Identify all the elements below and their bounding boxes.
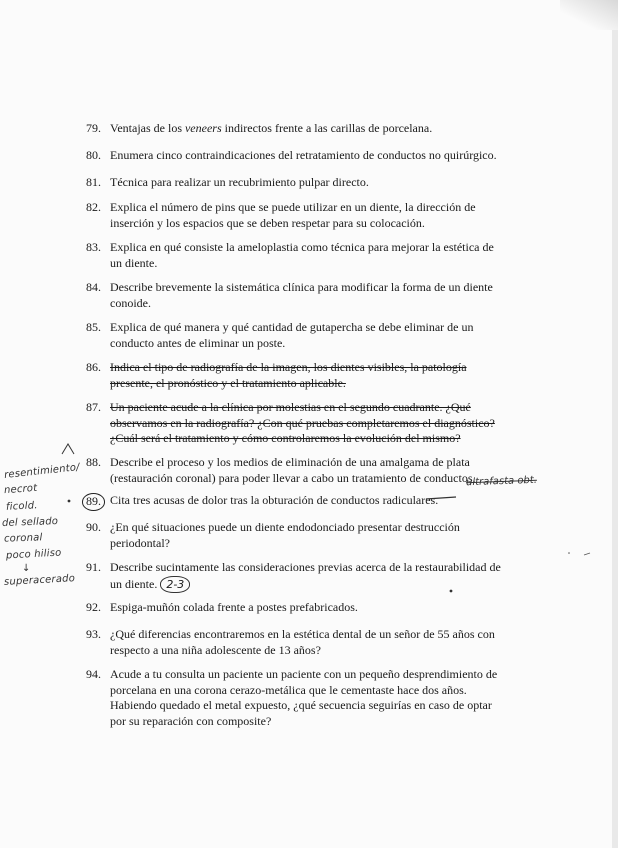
question-number: 88.: [86, 455, 101, 469]
pen-mark-caret: [60, 440, 80, 460]
question-83: [86, 240, 506, 271]
question-text: Describe brevemente la sistemática clínica para modificar la forma de un diente conoide.: [110, 280, 493, 310]
handwritten-margin-line: del sellado: [1, 516, 59, 529]
question-number: 81.: [86, 175, 101, 189]
question-text: ¿Qué diferencias encontraremos en la estética dental de un señor de 55 años con respecto a una niña adolescente de 13 años?: [110, 627, 495, 657]
question-number: 86.: [86, 360, 101, 374]
question-79: [86, 121, 506, 137]
question-93: [86, 627, 506, 658]
handwritten-note-88: [466, 475, 537, 488]
question-number: 80.: [86, 148, 101, 162]
handwritten-note-91: 2-3: [160, 576, 190, 594]
question-text-struck: Indica el tipo de radiografía de la imagen, los dientes visibles, la patología presente, el pronóstico y el tratamiento aplicable.: [110, 360, 467, 390]
question-86: [86, 360, 506, 391]
handwritten-arrow: ↓: [22, 563, 31, 574]
question-text: [104, 121, 506, 137]
question-text: Acude a tu consulta un paciente un paciente con un pequeño desprendimiento de porcelana en una corona cerazo-metálica que le cementaste hace dos años. Habiendo quedado el metal expuesto, ¿qué secuencia seguirías en caso de optar por su reparación con composite?: [110, 667, 498, 728]
question-84: [86, 280, 506, 311]
text-part: indirectos frente a las carillas de porcelana.: [221, 121, 433, 135]
question-92: [86, 600, 506, 616]
question-81: [86, 175, 506, 191]
question-number: 91.: [86, 560, 101, 574]
handwritten-margin-line: ficold.: [5, 500, 38, 513]
question-number: 82.: [86, 200, 101, 214]
question-87: [86, 400, 506, 447]
question-number: [86, 493, 104, 511]
question-text: Explica en qué consiste la ameloplastia como técnica para mejorar la estética de un diente.: [110, 240, 494, 270]
question-text: Espiga-muñón colada frente a postes prefabricados.: [110, 600, 358, 614]
question-94: [86, 667, 506, 729]
question-number: 87.: [86, 400, 101, 414]
handwritten-margin-line: superacerado: [3, 573, 76, 588]
question-number: 93.: [86, 627, 101, 641]
question-text: Explica de qué manera y qué cantidad de gutapercha se debe eliminar de un conducto antes de eliminar un poste.: [110, 320, 474, 350]
question-88: [86, 455, 506, 486]
question-80: [86, 148, 506, 164]
page-corner-shadow: [560, 0, 618, 30]
text-part: Describe sucintamente las consideraciones previas acerca de la restaurabilidad de un diente.: [110, 560, 501, 591]
question-text: Cita tres acusas de dolor tras la obturación de conductos radiculares.: [110, 493, 439, 507]
question-90: [86, 520, 506, 551]
circled-number: 89.: [82, 493, 105, 511]
pen-mark-dot: [448, 588, 456, 596]
question-85: [86, 320, 506, 351]
handwritten-margin-line: poco hiliso: [5, 547, 62, 562]
text-part: Ventajas de los: [110, 121, 185, 135]
handwritten-note-text: ultrafasta obt.: [465, 474, 538, 489]
question-text: [104, 560, 506, 593]
question-number: 92.: [86, 600, 101, 614]
question-text: Describe el proceso y los medios de eliminación de una amalgama de plata (restauración coronal) para poder llevar a cabo un tratamiento de conductos.: [110, 455, 476, 485]
handwritten-margin-line: coronal: [3, 532, 43, 545]
pen-mark-dot: [66, 498, 74, 506]
question-number: 94.: [86, 667, 101, 681]
question-number: 90.: [86, 520, 101, 534]
question-82: [86, 200, 506, 231]
handwritten-margin-line: resentimiento/: [3, 462, 81, 481]
question-number: 85.: [86, 320, 101, 334]
question-text: Explica el número de pins que se puede utilizar en un diente, la dirección de inserción y los espacios que se deben respetar para su colocación.: [110, 200, 476, 230]
question-text: ¿En qué situaciones puede un diente endodonciado presentar destrucción periodontal?: [110, 520, 460, 550]
question-text: Técnica para realizar un recubrimiento pulpar directo.: [110, 175, 369, 189]
handwritten-margin-line: necrot: [3, 482, 38, 497]
question-91: [86, 560, 506, 593]
pen-mark-dots: [566, 550, 596, 558]
pen-mark-dash: [426, 494, 460, 502]
text-emphasis: veneers: [184, 121, 222, 135]
question-number: 79.: [86, 121, 101, 135]
question-number: 84.: [86, 280, 101, 294]
question-text: Enumera cinco contraindicaciones del retratamiento de conductos no quirúrgico.: [110, 148, 497, 162]
question-number: 83.: [86, 240, 101, 254]
question-text-struck: Un paciente acude a la clínica por molestias en el segundo cuadrante. ¿Qué observamos en la radiografía? ¿Con qué pruebas completaremos el diagnóstico? ¿Cuál será el tratamiento y cómo controlaremos la evolución del mismo?: [110, 400, 495, 445]
